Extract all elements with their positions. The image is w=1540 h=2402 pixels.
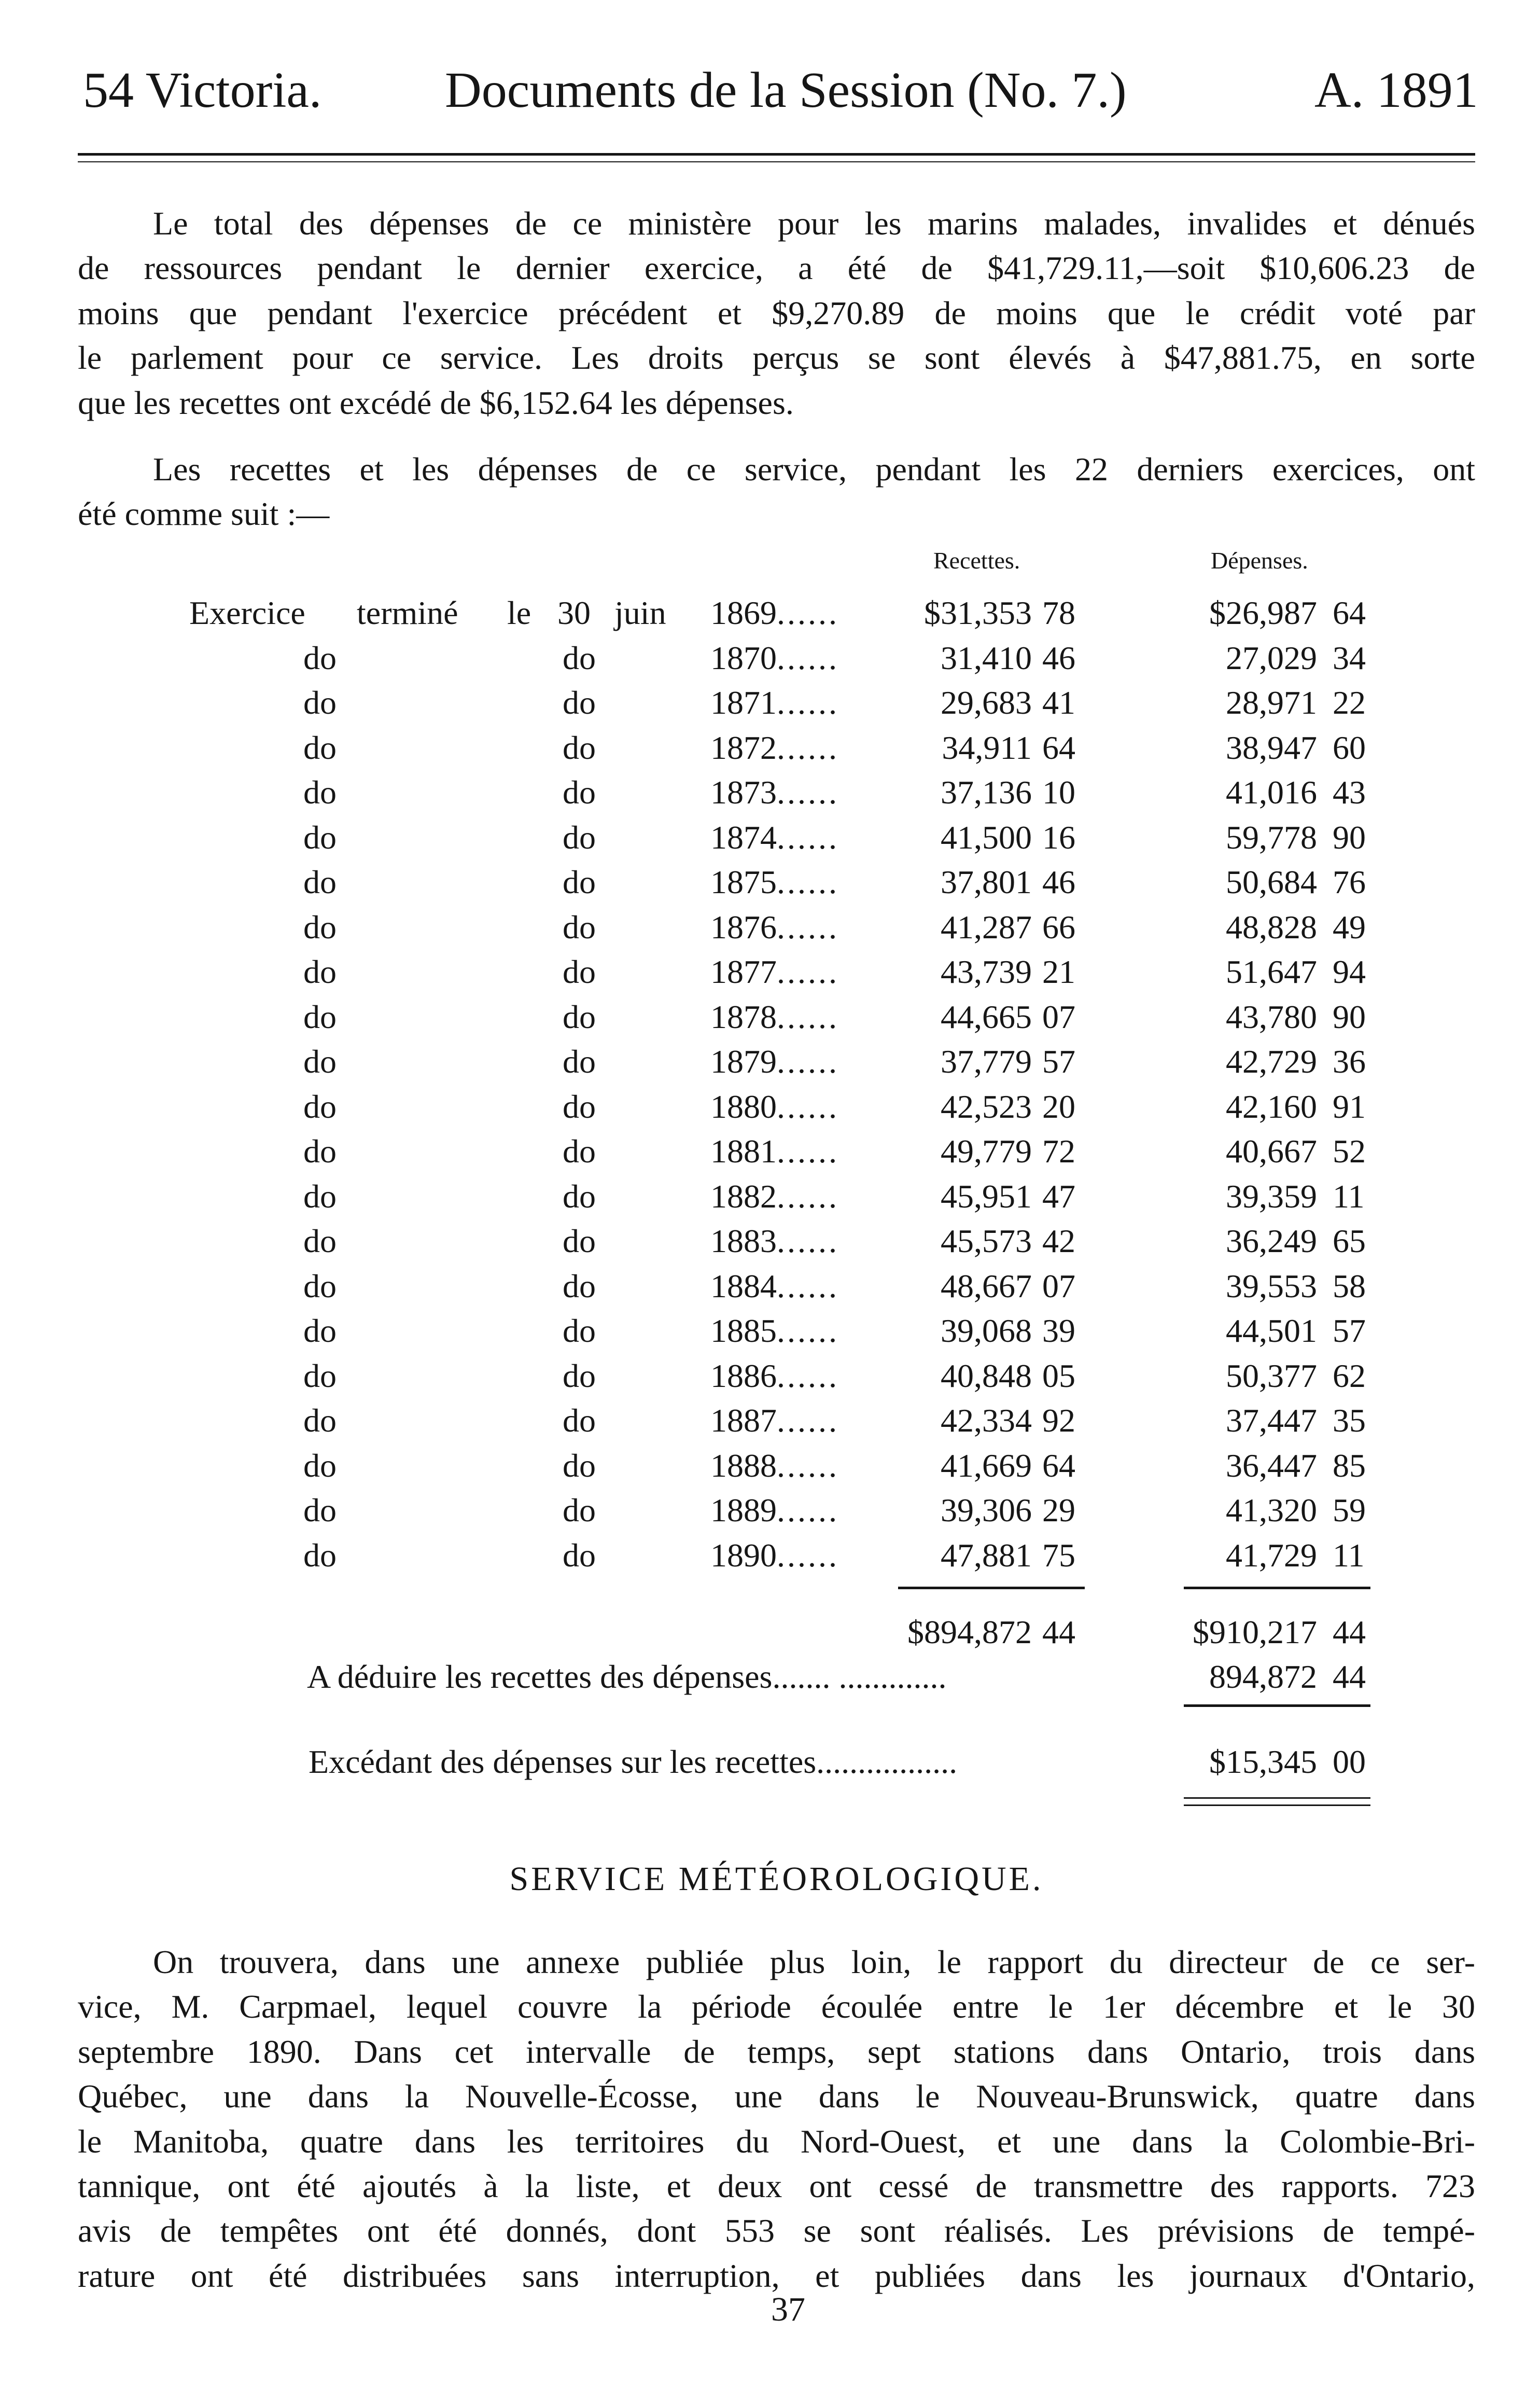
ditto-mark: do bbox=[303, 1536, 337, 1574]
expenses-value: 50,684 bbox=[1226, 864, 1317, 900]
ditto-mark: do bbox=[303, 774, 337, 811]
year bbox=[710, 1494, 839, 1527]
excess-rule-double-2 bbox=[1184, 1804, 1370, 1806]
expenses-value: 36,447 bbox=[1226, 1447, 1317, 1484]
expenses-cents: 64 bbox=[1333, 594, 1366, 631]
ditto-mark: do bbox=[303, 864, 337, 900]
leader-dots: ...... bbox=[777, 1447, 839, 1484]
paragraph-line: Les recettes et les dépenses de ce service, pendant les 22 derniers exercices, ont bbox=[153, 451, 1475, 488]
header-session-year: 54 Victoria. bbox=[83, 62, 322, 118]
receipts-value: 37,779 bbox=[941, 1043, 1032, 1080]
deduct-label: A déduire les recettes des dépenses....... ............. bbox=[307, 1658, 947, 1695]
column-header-recettes: Recettes. bbox=[933, 547, 1020, 574]
header-document-title: Documents de la Session (No. 7.) bbox=[445, 62, 1127, 118]
year bbox=[710, 731, 839, 765]
deduct-cents: 44 bbox=[1333, 1658, 1366, 1695]
receipts-value: 39,306 bbox=[941, 1492, 1032, 1529]
total-rule-receipts bbox=[898, 1587, 1085, 1589]
paragraph-line: moins que pendant l'exercice précédent et $9,270.89 de moins que le crédit voté par bbox=[78, 294, 1475, 331]
leader-dots: ...... bbox=[777, 998, 839, 1035]
ditto-mark: do bbox=[563, 1492, 596, 1529]
receipts-value: 37,801 bbox=[941, 864, 1032, 900]
ditto-mark: do bbox=[303, 1223, 337, 1259]
excess-amount: $15,345 bbox=[1209, 1743, 1317, 1780]
receipts-cents: 10 bbox=[1042, 774, 1075, 811]
expenses-value: 41,729 bbox=[1226, 1536, 1317, 1574]
paragraph-line: On trouvera, dans une annexe publiée plus loin, le rapport du directeur de ce ser- bbox=[153, 1943, 1475, 1980]
expenses-value: 41,320 bbox=[1226, 1492, 1317, 1529]
receipts-value: 42,523 bbox=[941, 1088, 1032, 1125]
excess-rule-top bbox=[1184, 1704, 1370, 1707]
year bbox=[710, 1225, 839, 1258]
paragraph-line: de ressources pendant le dernier exercice, a été de $41,729.11,—soit $10,606.23 de bbox=[78, 249, 1475, 287]
ditto-mark: do bbox=[563, 864, 596, 900]
leader-dots: ...... bbox=[777, 1357, 839, 1394]
receipts-cents: 21 bbox=[1042, 953, 1075, 990]
leader-dots: ...... bbox=[777, 864, 839, 900]
expenses-cents: 94 bbox=[1333, 953, 1366, 990]
year-value: 1869 bbox=[710, 594, 777, 631]
table-intro-paragraph bbox=[78, 447, 1475, 537]
ditto-mark: do bbox=[563, 1536, 596, 1574]
ditto-mark: do bbox=[563, 1312, 596, 1349]
label-month: juin bbox=[614, 594, 666, 631]
label-day: 30 bbox=[557, 594, 591, 631]
receipts-value: 41,287 bbox=[941, 908, 1032, 946]
year-value: 1870 bbox=[710, 639, 777, 676]
expenses-value: 40,667 bbox=[1226, 1133, 1317, 1170]
year-value: 1875 bbox=[710, 864, 777, 900]
year-value: 1877 bbox=[710, 953, 777, 990]
paragraph-line: rature ont été distribuées sans interruption, et publiées dans les journaux d'Ontario, bbox=[78, 2257, 1475, 2294]
leader-dots: ...... bbox=[777, 1402, 839, 1439]
total-expenses: $910,217 bbox=[1193, 1614, 1317, 1650]
expenses-cents: 58 bbox=[1333, 1267, 1366, 1304]
expenses-cents: 11 bbox=[1333, 1177, 1365, 1215]
expenses-cents: 90 bbox=[1333, 818, 1366, 856]
year-value: 1886 bbox=[710, 1357, 777, 1394]
ditto-mark: do bbox=[563, 774, 596, 811]
receipts-value: 41,669 bbox=[941, 1447, 1032, 1484]
expenses-cents: 49 bbox=[1333, 908, 1366, 946]
leader-dots: ...... bbox=[777, 594, 839, 631]
year-value: 1884 bbox=[710, 1267, 777, 1304]
receipts-cents: 75 bbox=[1042, 1536, 1075, 1574]
expenses-value: 28,971 bbox=[1226, 684, 1317, 721]
ditto-mark: do bbox=[303, 818, 337, 856]
receipts-value: 41,500 bbox=[941, 818, 1032, 856]
receipts-value: 31,410 bbox=[941, 639, 1032, 676]
expenses-value: 44,501 bbox=[1226, 1312, 1317, 1349]
year bbox=[710, 639, 839, 676]
expenses-value: 41,016 bbox=[1226, 774, 1317, 811]
leader-dots: ...... bbox=[777, 1088, 839, 1125]
year-value: 1871 bbox=[710, 684, 777, 721]
year bbox=[710, 1045, 839, 1078]
receipts-value: 39,068 bbox=[941, 1312, 1032, 1349]
receipts-value: 48,667 bbox=[941, 1267, 1032, 1304]
section-heading: SERVICE MÉTÉOROLOGIQUE. bbox=[509, 1860, 1044, 1898]
ditto-mark: do bbox=[563, 1133, 596, 1170]
year-value: 1888 bbox=[710, 1447, 777, 1484]
receipts-cents: 64 bbox=[1042, 729, 1075, 766]
ditto-mark: do bbox=[563, 1402, 596, 1439]
leader-dots: ...... bbox=[777, 1133, 839, 1170]
receipts-cents: 07 bbox=[1042, 1267, 1075, 1304]
ditto-mark: do bbox=[303, 729, 337, 766]
leader-dots: ...... bbox=[777, 1492, 839, 1529]
leader-dots: ...... bbox=[777, 1267, 839, 1304]
year bbox=[710, 955, 839, 989]
year bbox=[710, 1135, 839, 1168]
year bbox=[710, 866, 839, 899]
leader-dots: ...... bbox=[777, 818, 839, 856]
paragraph-line: septembre 1890. Dans cet intervalle de temps, sept stations dans Ontario, trois dans bbox=[78, 2033, 1475, 2070]
ditto-mark: do bbox=[303, 1357, 337, 1394]
ditto-mark: do bbox=[303, 639, 337, 676]
receipts-value: 43,739 bbox=[941, 953, 1032, 990]
receipts-value: 45,573 bbox=[941, 1223, 1032, 1259]
paragraph-line: vice, M. Carpmael, lequel couvre la période écoulée entre le 1er décembre et le 30 bbox=[78, 1988, 1475, 2025]
excess-cents: 00 bbox=[1333, 1743, 1366, 1780]
expenses-cents: 76 bbox=[1333, 864, 1366, 900]
year bbox=[710, 776, 839, 809]
year-value: 1880 bbox=[710, 1088, 777, 1125]
paragraph-line: Le total des dépenses de ce ministère pour les marins malades, invalides et dénués bbox=[153, 205, 1475, 242]
expenses-cents: 11 bbox=[1333, 1536, 1365, 1574]
label-le: le bbox=[507, 594, 531, 631]
paragraph-line: le Manitoba, quatre dans les territoires du Nord-Ouest, et une dans la Colombie-Bri- bbox=[78, 2122, 1475, 2160]
expenses-value: 27,029 bbox=[1226, 639, 1317, 676]
receipts-cents: 92 bbox=[1042, 1402, 1075, 1439]
receipts-cents: 07 bbox=[1042, 998, 1075, 1035]
header-rule-bottom bbox=[78, 161, 1475, 162]
year-value: 1882 bbox=[710, 1177, 777, 1215]
paragraph-line: le parlement pour ce service. Les droits perçus se sont élevés à $47,881.75, en sorte bbox=[78, 339, 1475, 377]
ditto-mark: do bbox=[303, 1177, 337, 1215]
paragraph-line: tannique, ont été ajoutés à la liste, et deux ont cessé de transmettre des rapports. 723 bbox=[78, 2168, 1475, 2205]
year-value: 1873 bbox=[710, 774, 777, 811]
leader-dots: ...... bbox=[777, 684, 839, 721]
ditto-mark: do bbox=[563, 1177, 596, 1215]
expenses-cents: 85 bbox=[1333, 1447, 1366, 1484]
expenses-cents: 35 bbox=[1333, 1402, 1366, 1439]
ditto-mark: do bbox=[303, 1402, 337, 1439]
label-exercice: Exercice bbox=[189, 594, 305, 631]
paragraph-line: Québec, une dans la Nouvelle-Écosse, une dans le Nouveau-Brunswick, quatre dans bbox=[78, 2078, 1475, 2115]
ditto-mark: do bbox=[303, 684, 337, 721]
expenses-value: 42,729 bbox=[1226, 1043, 1317, 1080]
year bbox=[710, 1404, 839, 1437]
column-header-depenses: Dépenses. bbox=[1211, 547, 1308, 574]
expenses-value: 43,780 bbox=[1226, 998, 1317, 1035]
expenses-value: 48,828 bbox=[1226, 908, 1317, 946]
leader-dots: ...... bbox=[777, 774, 839, 811]
year bbox=[710, 998, 839, 1035]
year-value: 1874 bbox=[710, 818, 777, 856]
expenses-value: 36,249 bbox=[1226, 1223, 1317, 1259]
year bbox=[710, 1314, 839, 1348]
ditto-mark: do bbox=[563, 1043, 596, 1080]
ditto-mark: do bbox=[563, 953, 596, 990]
ditto-mark: do bbox=[303, 953, 337, 990]
leader-dots: ...... bbox=[777, 953, 839, 990]
expenses-value: 42,160 bbox=[1226, 1088, 1317, 1125]
excess-rule-double-1 bbox=[1184, 1797, 1370, 1799]
expenses-value: 38,947 bbox=[1226, 729, 1317, 766]
leader-dots: ...... bbox=[777, 729, 839, 766]
paragraph-line: avis de tempêtes ont été donnés, dont 553 se sont réalisés. Les prévisions de tempé- bbox=[78, 2212, 1475, 2250]
year bbox=[710, 686, 839, 719]
meteo-paragraph bbox=[78, 1940, 1475, 2298]
ditto-mark: do bbox=[303, 1133, 337, 1170]
paragraph-line: été comme suit :— bbox=[78, 495, 330, 533]
year-value: 1879 bbox=[710, 1043, 777, 1080]
expenses-cents: 22 bbox=[1333, 684, 1366, 721]
expenses-cents: 34 bbox=[1333, 639, 1366, 676]
receipts-cents: 57 bbox=[1042, 1043, 1075, 1080]
ditto-mark: do bbox=[303, 1043, 337, 1080]
receipts-value: $31,353 bbox=[924, 594, 1032, 631]
receipts-value: 49,779 bbox=[941, 1133, 1032, 1170]
year-value: 1881 bbox=[710, 1133, 777, 1170]
total-expenses-cents: 44 bbox=[1333, 1614, 1366, 1650]
receipts-cents: 66 bbox=[1042, 908, 1075, 946]
expenses-cents: 36 bbox=[1333, 1043, 1366, 1080]
leader-dots: ...... bbox=[777, 1312, 839, 1349]
receipts-value: 34,911 bbox=[942, 729, 1032, 766]
ditto-mark: do bbox=[303, 1312, 337, 1349]
leader-dots: ...... bbox=[777, 1177, 839, 1215]
ditto-mark: do bbox=[303, 1492, 337, 1529]
receipts-value: 37,136 bbox=[941, 774, 1032, 811]
expenses-value: 39,359 bbox=[1226, 1177, 1317, 1215]
leader-dots: ...... bbox=[777, 1223, 839, 1259]
year bbox=[710, 1177, 839, 1215]
header-rule-top bbox=[78, 153, 1475, 156]
expenses-cents: 59 bbox=[1333, 1492, 1366, 1529]
excess-label: Excédant des dépenses sur les recettes................. bbox=[309, 1743, 958, 1780]
year bbox=[710, 1090, 839, 1123]
expenses-cents: 65 bbox=[1333, 1223, 1366, 1259]
total-receipts-cents: 44 bbox=[1042, 1614, 1075, 1650]
total-receipts: $894,872 bbox=[907, 1614, 1032, 1650]
leader-dots: ...... bbox=[777, 1043, 839, 1080]
ditto-mark: do bbox=[303, 1088, 337, 1125]
year-value: 1883 bbox=[710, 1223, 777, 1259]
leader-dots: ...... bbox=[777, 1536, 839, 1574]
header-year: A. 1891 bbox=[1314, 62, 1478, 118]
year bbox=[710, 1449, 839, 1482]
deduct-amount: 894,872 bbox=[1209, 1658, 1317, 1695]
ditto-mark: do bbox=[303, 1267, 337, 1304]
ditto-mark: do bbox=[563, 684, 596, 721]
year bbox=[710, 1267, 839, 1304]
expenses-cents: 62 bbox=[1333, 1357, 1366, 1394]
page-number: 37 bbox=[771, 2290, 805, 2328]
label-termine: terminé bbox=[357, 594, 458, 631]
ditto-mark: do bbox=[563, 1223, 596, 1259]
receipts-cents: 16 bbox=[1042, 818, 1075, 856]
receipts-cents: 20 bbox=[1042, 1088, 1075, 1125]
receipts-cents: 47 bbox=[1042, 1177, 1075, 1215]
paragraph-line: que les recettes ont excédé de $6,152.64 les dépenses. bbox=[78, 384, 794, 421]
ditto-mark: do bbox=[563, 1357, 596, 1394]
expenses-cents: 60 bbox=[1333, 729, 1366, 766]
year-value: 1876 bbox=[710, 908, 777, 946]
year bbox=[710, 1536, 839, 1574]
receipts-value: 29,683 bbox=[941, 684, 1032, 721]
ditto-mark: do bbox=[563, 1447, 596, 1484]
expenses-value: $26,987 bbox=[1209, 594, 1317, 631]
receipts-cents: 46 bbox=[1042, 639, 1075, 676]
expenses-cents: 57 bbox=[1333, 1312, 1366, 1349]
receipts-cents: 46 bbox=[1042, 864, 1075, 900]
ditto-mark: do bbox=[563, 1267, 596, 1304]
expenses-cents: 43 bbox=[1333, 774, 1366, 811]
year bbox=[710, 818, 839, 856]
year-value: 1889 bbox=[710, 1492, 777, 1529]
receipts-value: 47,881 bbox=[941, 1536, 1032, 1574]
expenses-value: 37,447 bbox=[1226, 1402, 1317, 1439]
ditto-mark: do bbox=[303, 998, 337, 1035]
ditto-mark: do bbox=[303, 1447, 337, 1484]
year bbox=[710, 596, 839, 630]
ditto-mark: do bbox=[563, 818, 596, 856]
receipts-cents: 42 bbox=[1042, 1223, 1075, 1259]
year-value: 1885 bbox=[710, 1312, 777, 1349]
intro-paragraph bbox=[78, 201, 1475, 425]
year-value: 1878 bbox=[710, 998, 777, 1035]
expenses-cents: 90 bbox=[1333, 998, 1366, 1035]
receipts-cents: 39 bbox=[1042, 1312, 1075, 1349]
ditto-mark: do bbox=[563, 729, 596, 766]
total-rule-expenses bbox=[1184, 1587, 1370, 1589]
ditto-mark: do bbox=[563, 998, 596, 1035]
receipts-cents: 05 bbox=[1042, 1357, 1075, 1394]
receipts-cents: 78 bbox=[1042, 594, 1075, 631]
receipts-cents: 29 bbox=[1042, 1492, 1075, 1529]
receipts-value: 42,334 bbox=[941, 1402, 1032, 1439]
year-value: 1887 bbox=[710, 1402, 777, 1439]
expenses-value: 59,778 bbox=[1226, 818, 1317, 856]
year-value: 1872 bbox=[710, 729, 777, 766]
expenses-value: 51,647 bbox=[1226, 953, 1317, 990]
leader-dots: ...... bbox=[777, 639, 839, 676]
year-value: 1890 bbox=[710, 1536, 777, 1574]
expenses-value: 39,553 bbox=[1226, 1267, 1317, 1304]
receipts-value: 40,848 bbox=[941, 1357, 1032, 1394]
receipts-cents: 41 bbox=[1042, 684, 1075, 721]
expenses-cents: 91 bbox=[1333, 1088, 1366, 1125]
receipts-value: 45,951 bbox=[941, 1177, 1032, 1215]
ditto-mark: do bbox=[563, 908, 596, 946]
expenses-cents: 52 bbox=[1333, 1133, 1366, 1170]
receipts-cents: 64 bbox=[1042, 1447, 1075, 1484]
ditto-mark: do bbox=[563, 639, 596, 676]
year bbox=[710, 908, 839, 946]
ditto-mark: do bbox=[303, 908, 337, 946]
ditto-mark: do bbox=[563, 1088, 596, 1125]
receipts-cents: 72 bbox=[1042, 1133, 1075, 1170]
year bbox=[710, 1359, 839, 1393]
leader-dots: ...... bbox=[777, 908, 839, 946]
expenses-value: 50,377 bbox=[1226, 1357, 1317, 1394]
receipts-value: 44,665 bbox=[941, 998, 1032, 1035]
